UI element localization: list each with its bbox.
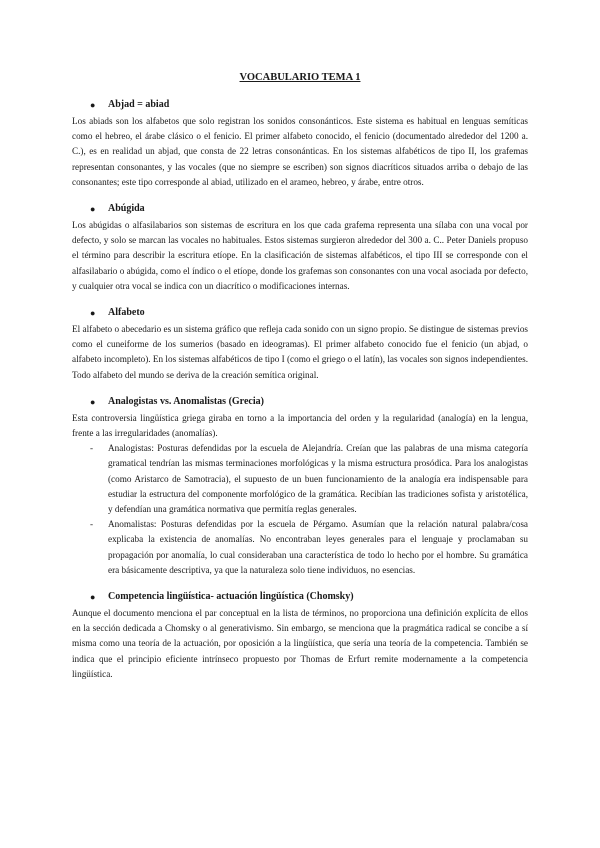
dash-icon: - [90,443,94,454]
section-paragraph-alfabeto: El alfabeto o abecedario es un sistema gráfico que refleja cada sonido con un signo propio. Se distingue de sistemas previos como el cuneiforme de los sumerios (basado en ideogramas). El primer alfabeto conocido fue el fenicio (un abjad, o alfabeto incompleto). En los sistemas alfabéticos de tipo I (como el griego o el latín), las vocales son signos independientes. Todo alfabeto del mundo se deriva de la creación semítica original. [72,324,528,380]
bullet-icon: ● [90,204,96,215]
section-heading-abjad: ● Abjad = abiad [90,99,170,110]
dash-icon: - [90,519,94,530]
bullet-icon: ● [90,308,96,319]
bullet-icon: ● [90,100,96,110]
document-title: VOCABULARIO TEMA 1 [239,72,361,83]
section-paragraph-abjad: Los abiads son los alfabetos que solo registran los sonidos consonánticos. Este sistema es habitual en lenguas semíticas como el hebreo, el árabe clásico o el fenicio. El primer alfabeto conocido, el fenicio (documentado alrededor del 1200 a. C.), es en realidad un abjad, que consta de 22 letras consonánticas. En los sistemas alfabéticos de tipo II, los grafemas representan consonantes, y las vocales (que no siempre se escriben) son signos diacríticos situados arriba o debajo de las consonantes; este tipo corresponde al abiad, utilizado en el arameo, hebreo, y árabe, entre otros. [72,116,528,187]
bullet-icon: ● [90,592,96,603]
section-paragraph-competencia: Aunque el documento menciona el par conceptual en la lista de términos, no proporciona una definición explícita de ellos en la sección dedicada a Chomsky o al generativismo. Sin embargo, se menciona que la pragmática radical se concibe a sí misma como una teoría de la actuación, por oposición a la lingüística, que sería una teoría de la competencia. También se indica que el principio eficiente intrínseco propuesto por Thomas de Erfurt remite modernamente a la competencia lingüística. [72,608,528,679]
list-item-analogistas: - Analogistas: Posturas defendidas por la escuela de Alejandría. Creían que las palabras de una misma categoría gramatical tendrían las mismas terminaciones morfológicas y la misma estructura prosódica. Para los analogistas (como Aristarco de Samotracia), el supuesto de un buen funcionamiento de la analogía era indispensable para estudiar la estructura del componente morfológico de la gramática. Recibían las tradiciones sofista y aristotélica, y defendían una gramática normativa que permitía reglas generales. [90,443,528,515]
list-item-anomalistas: - Anomalistas: Posturas defendidas por la escuela de Pérgamo. Asumían que la relación natural palabra/cosa explicaba la existencia de anomalías. No encontraban leyes generales para el lenguaje y proclamaban su propagación por anomalía, lo cual consideraban una característica de todo lo hecho por el hombre. Su gramática era básicamente descriptiva, ya que la naturaleza solo tiene individuos, no esencias. [90,519,528,575]
section-heading-abugida: ● Abúgida [90,203,145,215]
section-heading-analogistas: ● Analogistas vs. Anomalistas (Grecia) [90,395,264,407]
definition-list [72,441,528,578]
section-paragraph-analogistas: Esta controversia lingüística griega giraba en torno a la importancia del orden y la regularidad (analogía) en la lengua, frente a las irregularidades (anomalías). [72,412,528,439]
section-paragraph-abugida: Los abúgidas o alfasilabarios son sistemas de escritura en los que cada grafema representa una sílaba con una vocal por defecto, y solo se marcan las vocales no habituales. Estos sistemas surgieron alrededor del 300 a. C.. Peter Daniels propuso el término para describir la escritura etíope. En la clasificación de sistemas alfabéticos, el tipo III se corresponde con el alfasilabario o abúgida, como el índico o el etíope, donde los grafemas son consonantes con una vocal asociada por defecto, y cualquier otra vocal se indica con un diacrítico o modificaciones internas. [72,220,528,291]
section-heading-alfabeto: ● Alfabeto [90,307,145,319]
section-heading-competencia: ● Competencia lingüística- actuación lingüística (Chomsky) [90,591,354,603]
bullet-icon: ● [90,396,96,407]
document-body [72,98,528,682]
